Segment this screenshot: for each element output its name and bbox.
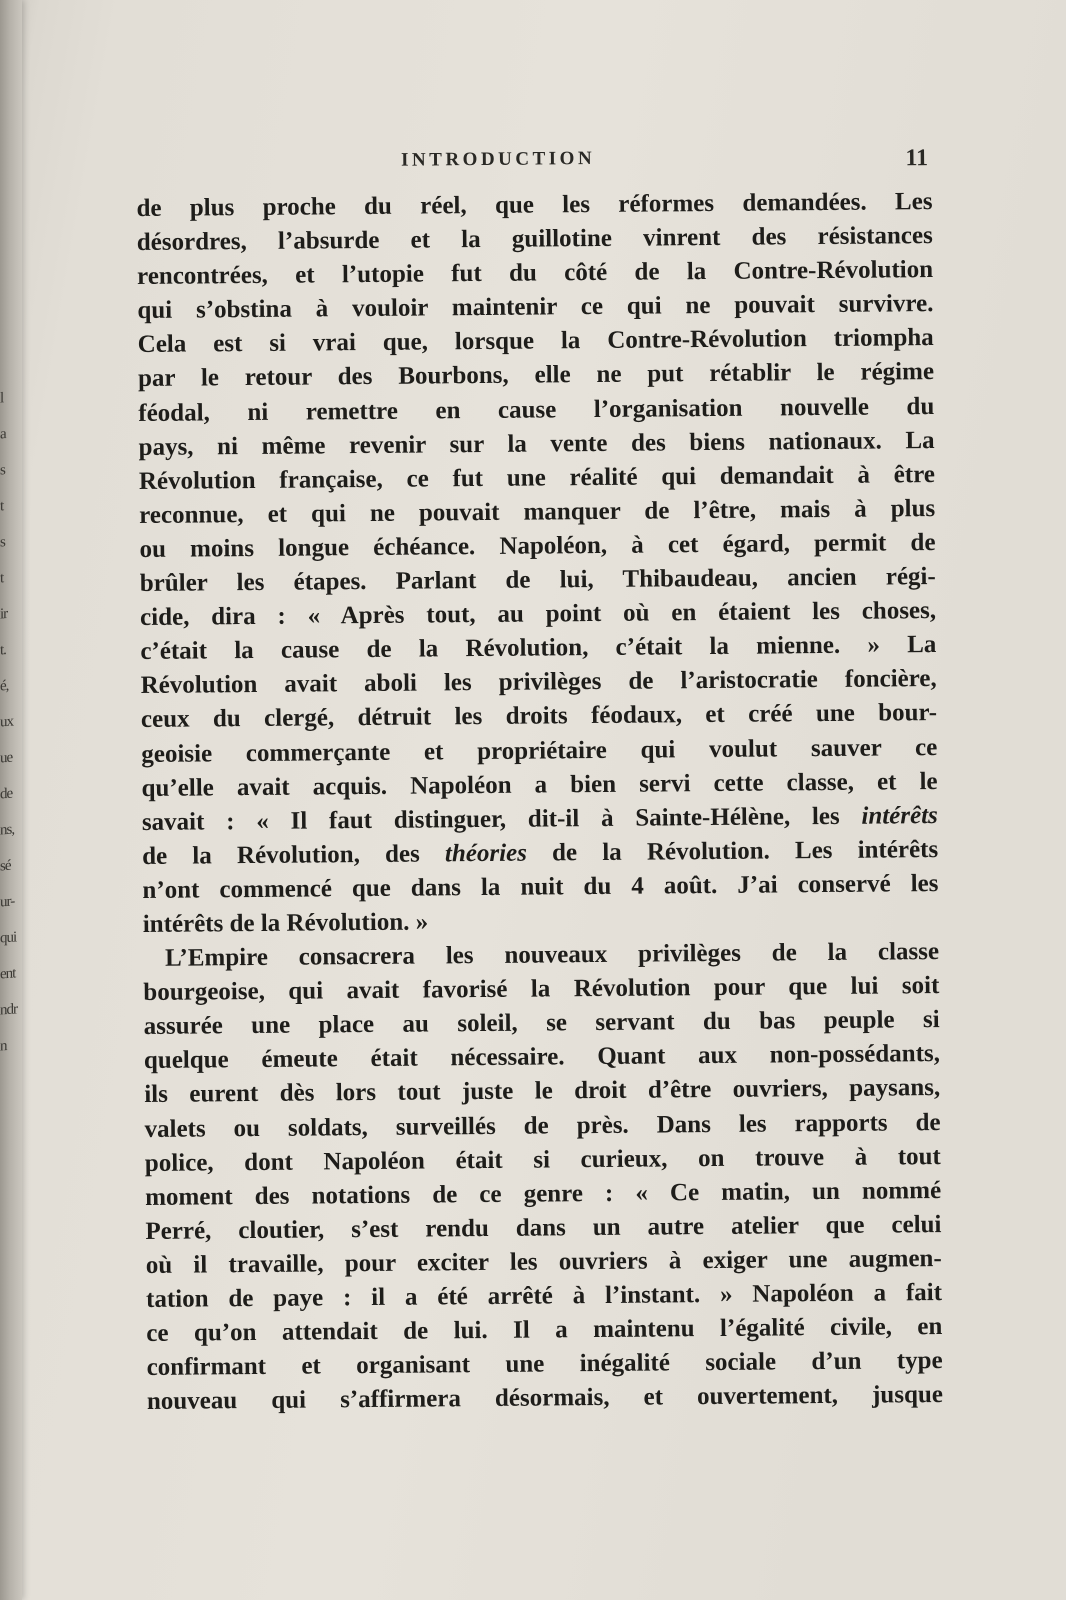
text-line: reconnue, et qui ne pouvait manquer de l’être, mais à plus [139, 494, 936, 529]
previous-page-fragment: s [0, 534, 5, 551]
previous-page-fragment: é, [0, 677, 9, 695]
previous-page-fragment: de [0, 785, 13, 803]
line-text: savait : « Il faut distinguer, dit-il à Sainte-Hélène, les [141, 802, 862, 836]
text-line: ils eurent dès lors tout juste le droit d’être ouvriers, paysans, [144, 1074, 941, 1109]
previous-page-fragment: sé [0, 857, 11, 875]
text-line: quelque émeute était nécessaire. Quant aux non-possédants, [143, 1040, 941, 1075]
text-line: c’était la cause de la Révolution, c’était la mienne. » La [140, 631, 937, 666]
page-number: 11 [905, 145, 929, 172]
previous-page-fragment: ndr [0, 1001, 17, 1019]
previous-page-fragment: l [0, 390, 4, 407]
previous-page-edge [0, 380, 17, 1581]
text-line: police, dont Napoléon était si curieux, on trouve à tout [144, 1142, 941, 1177]
italic-word: théories [444, 839, 528, 868]
line-text: de la Révolution. Les intérêts [526, 835, 939, 867]
text-line: geoisie commerçante et propriétaire qui voulut sauver ce [141, 733, 938, 768]
text-line: L’Empire consacrera les nouveaux privilèges de la classe [164, 938, 940, 972]
line-text: de la Révolution, des [142, 840, 446, 870]
paragraph-2 [143, 935, 943, 1419]
text-line: ceux du clergé, détruit les droits féodaux, et créé une bour- [140, 699, 938, 734]
previous-page-fragment: qui [0, 929, 17, 947]
text-line: intérêts de la Révolution. » [142, 908, 429, 938]
text-line: assurée une place au soleil, se servant du bas peuple si [143, 1006, 940, 1041]
previous-page-fragment: ir [0, 605, 8, 623]
text-line: Perré, cloutier, s’est rendu dans un autre atelier que celui [145, 1210, 942, 1245]
text-line: n’ont commencé que dans la nuit du 4 août. J’ai conservé les [142, 869, 939, 904]
text-line: rencontrées, et l’utopie fut du côté de la Contre-Révolution [137, 256, 934, 291]
previous-page-fragment: ent [0, 965, 16, 983]
text-line: où il travaille, pour exciter les ouvriers à exiger une augmen- [145, 1244, 942, 1279]
text-line: bourgeoise, qui avait favorisé la Révolution pour que lui soit [143, 972, 940, 1007]
running-title: INTRODUCTION [401, 147, 596, 171]
previous-page-fragment: ux [0, 713, 13, 731]
text-line: confirmant et organisant une inégalité sociale d’un type [146, 1347, 943, 1382]
text-line: cide, dira : « Après tout, au point où en étaient les choses, [139, 597, 937, 632]
running-head [136, 141, 932, 188]
previous-page-fragment: s [0, 462, 5, 479]
previous-page-fragment: n [0, 1038, 7, 1055]
text-line: nouveau qui s’affirmera désormais, et ouvertement, jusque [146, 1381, 944, 1416]
previous-page-fragment: t [0, 570, 4, 587]
text-line: désordres, l’absurde et la guillotine vinrent des résistances [136, 222, 933, 257]
text-line: moment des notations de ce genre : « Ce matin, un nommé [145, 1176, 942, 1211]
text-line: Révolution avait aboli les privilèges de l’aristocratie foncière, [140, 665, 937, 700]
italic-word: intérêts [861, 801, 938, 830]
text-line: Cela est si vrai que, lorsque la Contre-Révolution triompha [137, 324, 934, 359]
previous-page-fragment: ns, [0, 821, 15, 839]
text-line: par le retour des Bourbons, elle ne put rétablir le régime [137, 358, 935, 393]
paragraph-1 [136, 185, 939, 942]
text-line: tation de paye : il a été arrêté à l’instant. » Napoléon a fait [145, 1279, 943, 1313]
book-page [136, 141, 943, 1419]
previous-page-fragment: t [0, 498, 4, 515]
previous-page-fragment: a [0, 426, 6, 443]
text-line: ou moins longue échéance. Napoléon, à cet égard, permit de [139, 528, 936, 563]
text-line: brûler les étapes. Parlant de lui, Thibaudeau, ancien régi- [139, 563, 936, 598]
previous-page-fragment: ue [0, 749, 13, 767]
text-line: de plus proche du réel, que les réformes demandées. Les [136, 188, 933, 222]
text-line: qui s’obstina à vouloir maintenir ce qui ne pouvait survivre. [137, 290, 934, 325]
previous-page-fragment: ur- [0, 893, 15, 911]
text-line: Révolution française, ce fut une réalité qui demandait à être [138, 460, 935, 495]
text-line: pays, ni même revenir sur la vente des biens nationaux. La [138, 426, 935, 461]
body-text [136, 185, 943, 1419]
text-line: qu’elle avait acquis. Napoléon a bien servi cette classe, et le [141, 767, 938, 802]
previous-page-fragment: t. [0, 642, 6, 659]
text-line: féodal, ni remettre en cause l’organisation nouvelle du [138, 392, 935, 427]
text-line: valets ou soldats, surveillés de près. Dans les rapports de [144, 1108, 941, 1143]
text-line: ce qu’on attendait de lui. Il a maintenu l’égalité civile, en [146, 1313, 943, 1348]
